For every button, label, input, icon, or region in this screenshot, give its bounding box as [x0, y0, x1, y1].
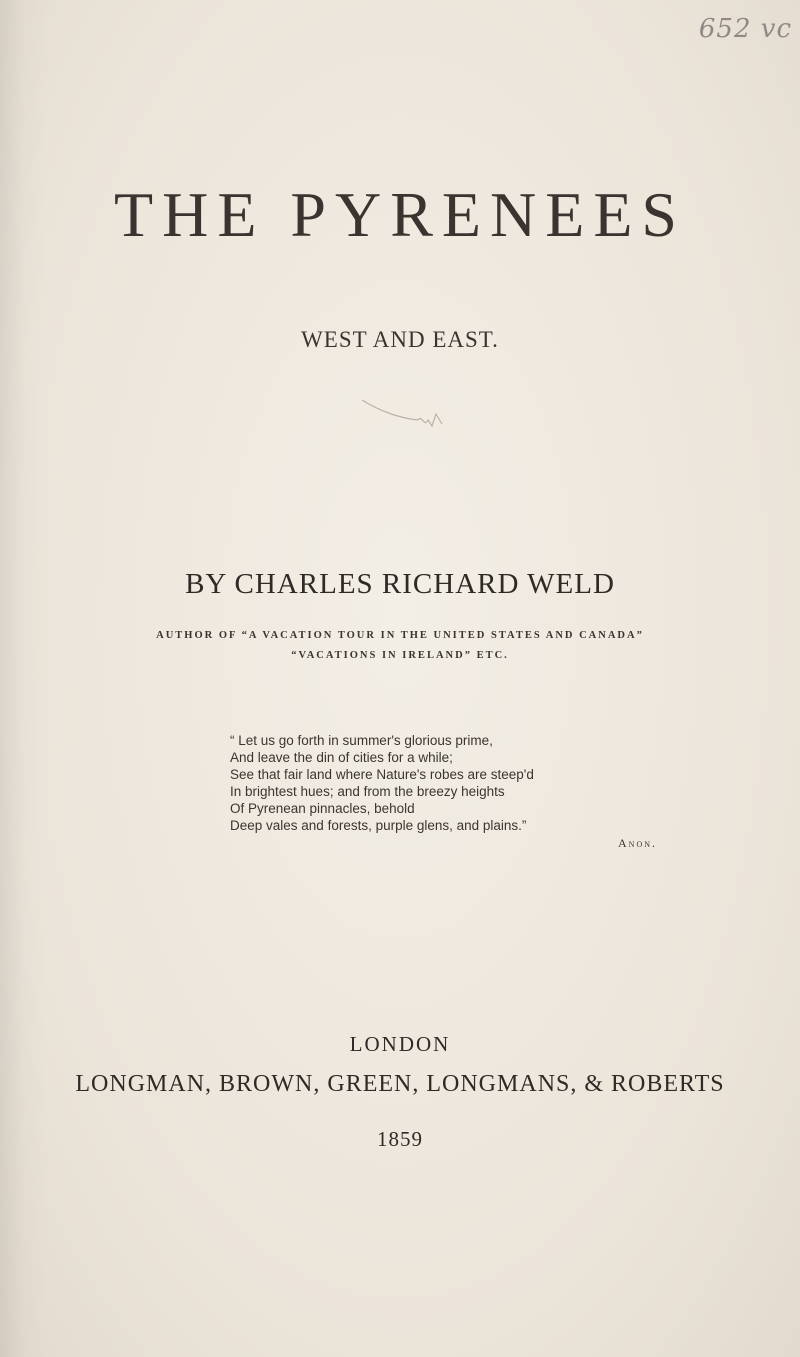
author-credit-line: AUTHOR OF “A VACATION TOUR IN THE UNITED STATES AND CANADA” — [156, 630, 644, 641]
author-line: BY CHARLES RICHARD WELD — [185, 568, 615, 600]
epigraph — [230, 732, 690, 834]
imprint-place: LONDON — [349, 1032, 451, 1056]
epigraph-line: Deep vales and forests, purple glens, and plains.” — [230, 818, 527, 833]
imprint-publisher: LONGMAN, BROWN, GREEN, LONGMANS, & ROBERTS — [75, 1071, 725, 1097]
epigraph-line: In brightest hues; and from the breezy heights — [230, 784, 505, 799]
epigraph-attribution: Anon. — [618, 836, 657, 850]
imprint-year: 1859 — [377, 1127, 423, 1151]
book-title: THE PYRENEES — [114, 179, 686, 250]
author-credit-line: “VACATIONS IN IRELAND” ETC. — [291, 650, 509, 661]
faint-stamp-mark — [358, 396, 458, 436]
epigraph-line: “ Let us go forth in summer's glorious prime, — [230, 733, 493, 748]
epigraph-line: See that fair land where Nature's robes are steep'd — [230, 767, 534, 782]
epigraph-line: Of Pyrenean pinnacles, behold — [230, 801, 415, 816]
epigraph-line: And leave the din of cities for a while; — [230, 750, 453, 765]
handwritten-shelf-mark: 652 vc — [698, 14, 792, 44]
book-subtitle: WEST AND EAST. — [301, 327, 499, 352]
